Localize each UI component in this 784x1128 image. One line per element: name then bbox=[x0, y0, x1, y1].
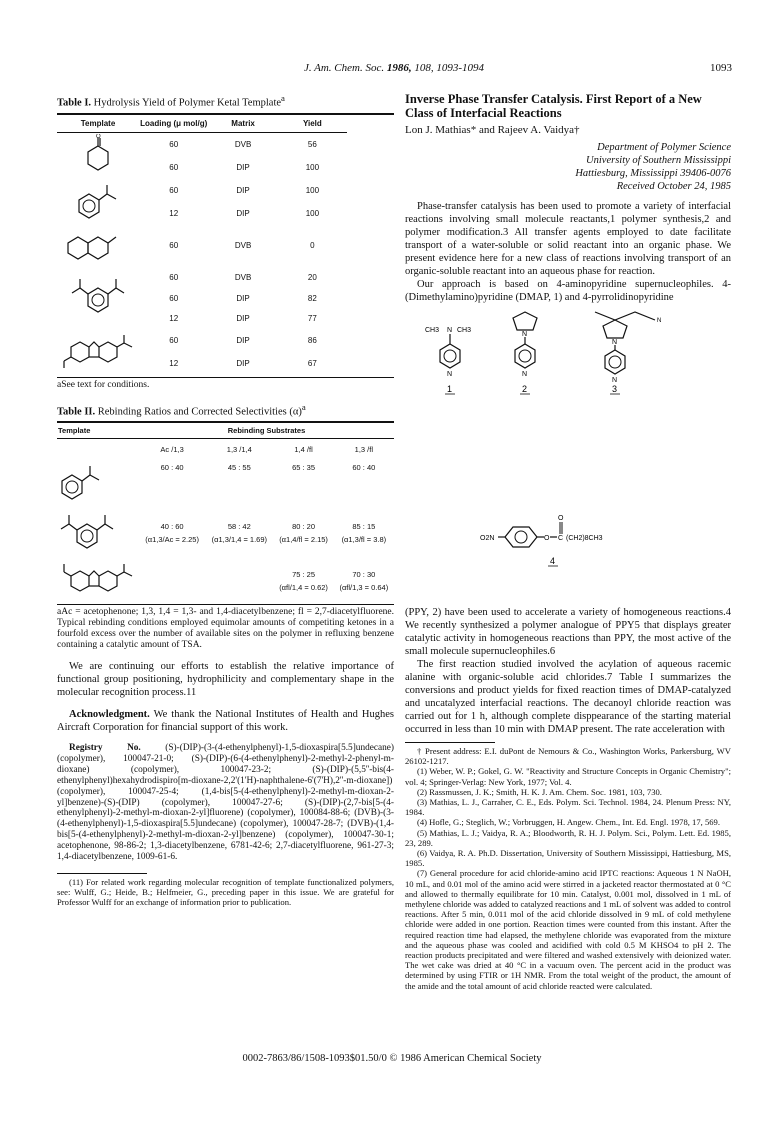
intro-paragraph: Phase-transfer catalysis has been used to promote a variety of interfacial reactions involving small molecule reactants,1 polymer synthesis,2 and polymer modification.3 All transfer agents employed to date facilitate transport of a water-soluble or solid reactant into an organic phase. We present evidence here for a new class of reactions involving transport of an organic-soluble reactant into an aqueous phase for reaction. bbox=[405, 201, 731, 277]
ch3-label: CH3 bbox=[457, 327, 472, 334]
diacetylfluorene-structure bbox=[58, 330, 138, 370]
n-label: N bbox=[612, 339, 618, 346]
table1-header: Loading (μ mol/g) bbox=[140, 118, 208, 128]
table1-header: Yield bbox=[302, 118, 322, 128]
closing-paragraph: We are continuing our efforts to establish the relative importance of functional group positioning, hydrophilicity and complementary shape in the molecular recognition process.11 bbox=[57, 661, 394, 698]
table1: Template Loading (μ mol/g) Matrix Yield O 60 DVB 56 60 DIP 100 60 DIP 100 12 DIP 100 60 DVB 0 60 DVB 20 60 DIP 82 12 DIP 77 60 DIP 86 12 DIP 67 bbox=[57, 115, 347, 375]
svg-text:O: O bbox=[96, 133, 101, 140]
diacetylbenzene-structure bbox=[58, 510, 116, 552]
n-label: N bbox=[657, 318, 662, 324]
table2-header-substrates: Rebinding Substrates bbox=[227, 426, 306, 435]
o-label: O bbox=[558, 515, 564, 522]
ppy-structure bbox=[513, 312, 537, 394]
reference-2: (2) Rassmussen, J. K.; Smith, H. K. J. Am. Chem. Soc. 1981, 103, 730. bbox=[417, 786, 662, 797]
left-column bbox=[57, 92, 394, 908]
nitrophenyl-ester-structure bbox=[480, 515, 603, 566]
reference-3: (3) Mathias, L. J., Carraher, C. E., Eds. Polym. Sci. Technol. 1984, 24. Plenum Press: NY, 1984. bbox=[405, 797, 731, 818]
alkyl-chain-label: (CH2)8CH3 bbox=[566, 535, 603, 542]
n-label: N bbox=[522, 371, 528, 378]
compound-label: 3 bbox=[612, 384, 618, 394]
polymer-ppy-structure bbox=[595, 312, 661, 394]
compound-label: 1 bbox=[447, 384, 453, 394]
affiliation: Department of Polymer Science University of Southern Mississippi Hattiesburg, Mississippi 39406-0076 Received October 24, 1985 bbox=[575, 142, 731, 192]
structures-figure bbox=[405, 308, 731, 618]
table2-header-template: Template bbox=[58, 426, 91, 435]
compound-label: 2 bbox=[522, 384, 528, 394]
right-column bbox=[405, 92, 731, 991]
article-title: Inverse Phase Transfer Catalysis. First Report of a New Class of Interfacial Reactions bbox=[405, 92, 702, 120]
acknowledgment: Acknowledgment. We thank the National Institutes of Health and Hughes Aircraft Corporation for financial support of this work. bbox=[57, 709, 394, 733]
reference-5: (5) Mathias, L. J.; Vaidya, R. A.; Bloodworth, R. H. J. Polym. Sci., Polym. Lett. Ed. 1985, 23, 289. bbox=[405, 827, 731, 848]
o-label: O bbox=[544, 535, 550, 542]
cyclohexanone-structure bbox=[78, 134, 118, 174]
dmap-structure bbox=[425, 327, 471, 394]
decalindione-structure bbox=[66, 227, 130, 261]
present-address: † Present address: E.I. duPont de Nemours & Co., Washington Works, Parkersburg, WV 26102-1217. bbox=[405, 746, 731, 767]
diacetylbenzene-structure bbox=[68, 274, 128, 318]
acetophenone-structure bbox=[58, 463, 104, 501]
o2n-label: O2N bbox=[480, 535, 495, 542]
table2-caption: Table II. Rebinding Ratios and Corrected Selectivities $(\alpha)^a$ bbox=[57, 401, 306, 417]
n-label: N bbox=[612, 377, 618, 384]
table1-footnote: aSee text for conditions. bbox=[57, 379, 150, 390]
table2: Template Rebinding Substrates Ac /1,3 1,3 /1,4 1,4 /fl 1,3 /fl 60 : 40 45 : 55 65 : 35 60 : 40 40 : 60 (α1,3/Ac = 2.25) 58 : 42 (α1,3/1,4 = 1.69) 80 : 20 (α1,4/fl = 2.15) 85 : 15 (α1,3/fl = 3.8) 75 : 25 (αfl/1,4 = 0.62) 70 : 30 (αfl/1,3 = 0.64) bbox=[57, 423, 394, 604]
references bbox=[405, 746, 731, 991]
svg-text:C: C bbox=[558, 535, 564, 542]
n-label: N bbox=[522, 331, 528, 338]
table1-header: Template bbox=[80, 118, 116, 128]
page-number: 1093 bbox=[710, 62, 732, 74]
table1-caption: Table I. Hydrolysis Yield of Polymer Ketal Template$^a$ bbox=[57, 93, 285, 109]
reference-1: (1) Weber, W. P.; Gokel, G. W. "Reactivity and Structure Concepts in Organic Chemistry"; vol. 4; Springer-Verlag: New York, 1977; Vol. 4. bbox=[405, 766, 731, 787]
article-authors: Lon J. Mathias* and Rajeev A. Vaidya† bbox=[405, 124, 580, 136]
table1-header: Matrix bbox=[231, 118, 255, 128]
reference-7: (7) General procedure for acid chloride-amino acid IPTC reactions: Aqueous 1 N NaOH, 10 mL, and 0.01 mol of the amino acid were stirred in a jacketed reactor thermostated at 0 °C and allowed to thermally equilibrate for 10 min. Catalyst, 0.001 mol, dissolved in 1 mL of methylene chloride was added to catalyzed reactions and 1 mL of solvent was added to control reactions. After 5 min, 0.011 mol of the acid chloride dissolved in 9 mL of cold methylene chloride were added in one portion. Reaction times were counted from this instant. After the required reaction time had elapsed, the methylene chloride was evaporated from the mixture and the aqueous phase was cooled and acidified with cold 0.5 M KHSO4 to pH 2. The reaction products precipitated and were filtered and washed extensively with deionized water. The wet cake was dried at 40 °C in a vacuum oven. The percent acid in the product was determined by using FTIR or 1H NMR. From the total weight of the product, the amount of the amide and the total amount of acid chloride reacted were calculated. bbox=[405, 868, 731, 991]
reference-11: (11) For related work regarding molecular recognition of template functionalized polymers, see: Wulff, G.; Heide, B.; Helfmeier, G., preceding paper in this issue. We are grateful for Professor Wulff for an exchange of information prior to publication. bbox=[57, 876, 394, 908]
ch3-label: CH3 bbox=[425, 327, 440, 334]
table2-footnote: aAc = acetophenone; 1,3, 1,4 = 1,3- and 1,4-diacetylbenzene; fl = 2,7-diacetylfluorene. Typical rebinding conditions employed equimolar amounts of competiting ketones in a fourfold excess over the number of available sites on the polymer in refluxing benzene containing a catalytic amount of TSA. bbox=[57, 607, 394, 650]
n-label: N bbox=[447, 371, 453, 378]
page-footer: 0002-7863/86/1508-1093$01.50/0 © 1986 American Chemical Society bbox=[242, 1053, 542, 1064]
n-label: N bbox=[447, 327, 453, 334]
reference-6: (6) Vaidya, R. A. Ph.D. Dissertation, University of Southern Mississippi, Hattiesburg, MS, 1985. bbox=[405, 848, 731, 869]
ppy-paragraph: (PPY, 2) have been used to accelerate a variety of homogeneous reactions.4 We recently synthesized a polymer analogue of PPY5 that displays greater catalytic activity in homogeneous reactions than PPY, the most active of the small molecule supernucleophiles.6 bbox=[405, 607, 731, 657]
acetophenone-structure bbox=[73, 180, 123, 220]
compound-label: 4 bbox=[550, 556, 556, 566]
approach-paragraph: Our approach is based on 4-aminopyridine supernucleophiles. 4-(Dimethylamino)pyridine (DMAP, 1) and 4-pyrrolidinopyridine bbox=[405, 279, 731, 303]
results-paragraph: The first reaction studied involved the acylation of aqueous racemic alanine with organic-soluble acid chlorides.7 Table I summarizes the conversions and product yields for fixed reaction times of DMAP-catalyzed and uncatalyzed interfacial reactions. The decanoyl chloride reaction was carried out for 1 h, although complete disppearance of the starting material occurred in less than 10 min with DMAP present. The rate acceleration with bbox=[405, 659, 731, 735]
diacetylfluorene-structure bbox=[58, 559, 138, 599]
journal-citation: J. Am. Chem. Soc. 1986, 108, 1093-1094 bbox=[303, 62, 485, 74]
reference-4: (4) Hofle, G.; Steglich, W.; Vorbruggen, H. Angew. Chem., Int. Ed. Engl. 1978, 17, 569. bbox=[417, 817, 720, 828]
registry-numbers: Registry No. (S)-(DIP)-(3-(4-ethenylphenyl)-1,5-dioxaspira[5.5]undecane) (copolymer), 100047-21-0; (S)-(DIP)-(6-(4-ethenylphenyl)-2-methyl-2-phenyl-m-dioxane) (copolymer), 100047-23-2; (S)-(DIP)-(5,5''-bis(4-ethenylphenyl)hexahydrodispiro[m-dioxane-2,2'(1'H)-naphthalene-6'(7'H),2''-m-dioxane]) (copolymer), 100047-25-4; (1,4-bis[5-(4-ethenylphenyl)-2-methyl-m-dioxan-2-yl]benzene)-(S)-(DIP) (copolymer), 100047-27-6; (S)-(DIP)-(2,7-bis[5-(4-ethenylphenyl)-2-methyl-m-dioxan-2-yl]fluorene) (copolymer), 100084-88-6; (DVB)-(3-(4-ethenylphenyl)-1,5-dioxaspira[5.5]undecane) (copolymer), 100047-28-7; (DVB)-(1,4-bis[5-(4-ethenylphenyl)-2-methyl-m-dioxan-2-yl]benzene) (copolymer), 100047-30-1; acetophenone, 98-86-2; 1,3-diacetylbenzene, 6781-42-6; 2,7-diacetylfluorene, 961-27-3; 1,4-diacetylbenzene, 1009-61-6. bbox=[57, 743, 394, 863]
